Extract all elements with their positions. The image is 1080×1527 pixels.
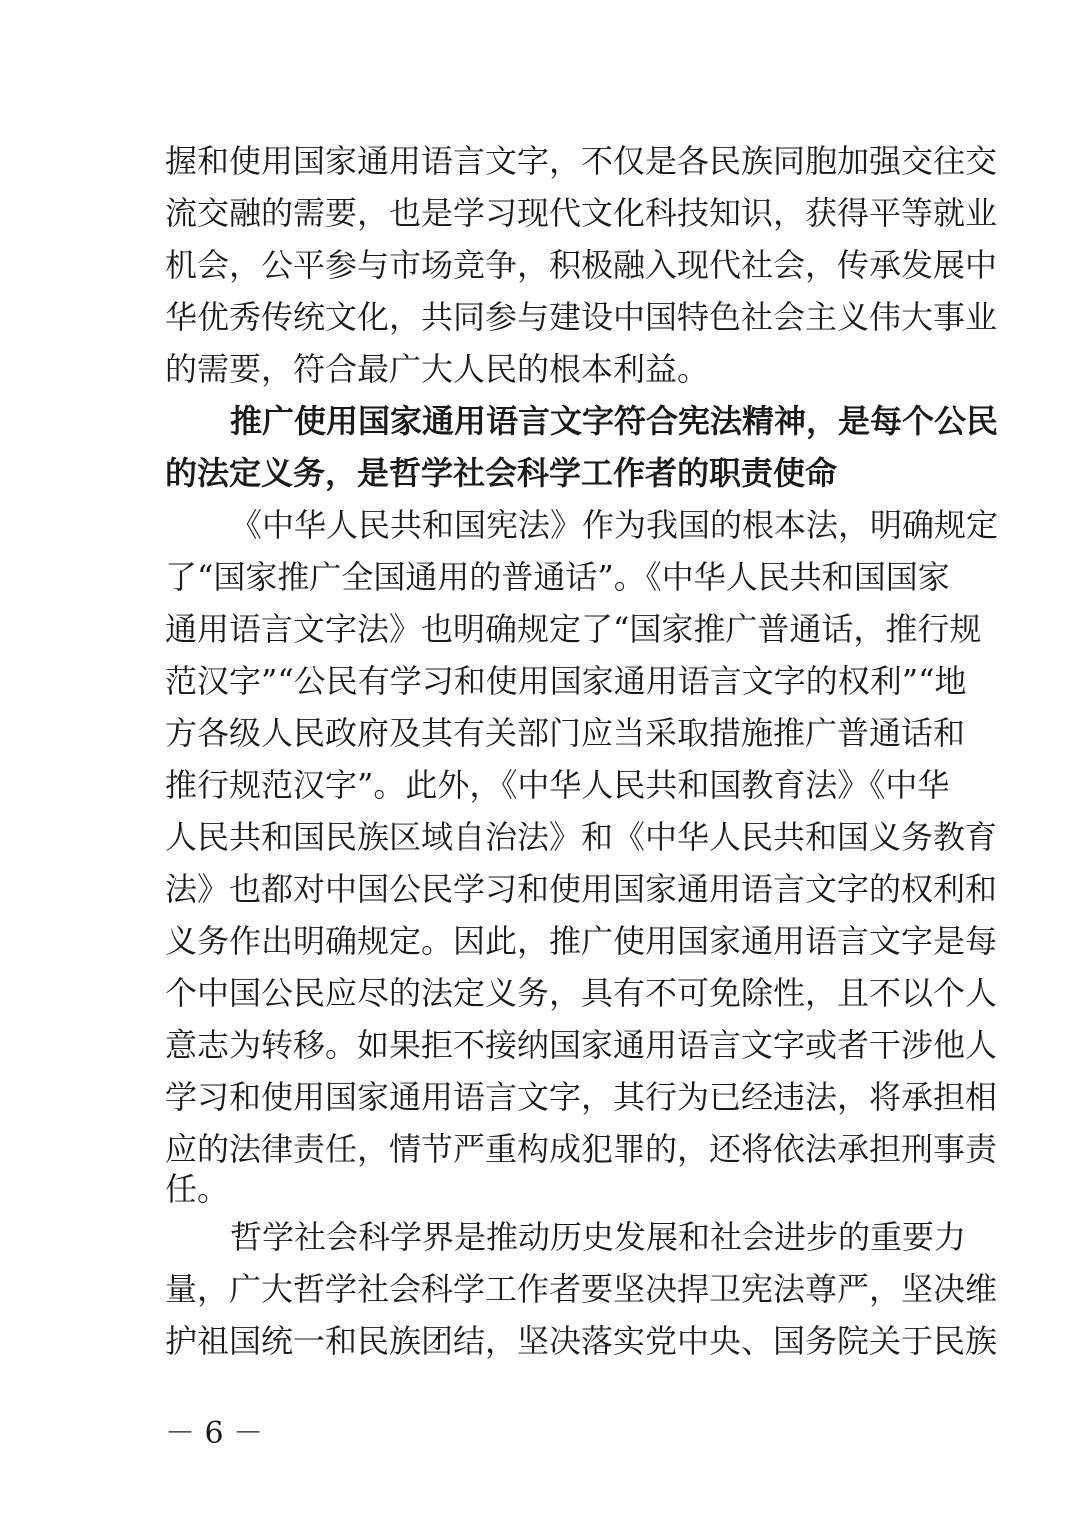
- text-line: 哲学社会科学界是推动历史发展和社会进步的重要力: [230, 1218, 967, 1256]
- text-line: 应的法律责任，情节严重构成犯罪的，还将依法承担刑事责: [165, 1130, 998, 1168]
- text-line: 人民共和国民族区域自治法》和《中华人民共和国义务教育: [165, 818, 998, 856]
- text-line: 义务作出明确规定。因此，推广使用国家通用语言文字是每: [165, 922, 998, 960]
- page-number: － 6 －: [165, 1416, 264, 1451]
- text-line: 机会，公平参与市场竞争，积极融入现代社会，传承发展中: [165, 246, 998, 284]
- text-line: 推行规范汉字”。此外，《中华人民共和国教育法》《中华: [165, 766, 950, 804]
- text-line: 方各级人民政府及其有关部门应当采取措施推广普通话和: [165, 714, 966, 752]
- text-line: 的需要，符合最广大人民的根本利益。: [165, 350, 710, 388]
- text-line: 意志为转移。如果拒不接纳国家通用语言文字或者干涉他人: [165, 1026, 998, 1064]
- text-line: 《中华人民共和国宪法》作为我国的根本法，明确规定: [230, 506, 999, 544]
- text-line: 学习和使用国家通用语言文字，其行为已经违法，将承担相: [165, 1078, 998, 1116]
- text-line: 华优秀传统文化，共同参与建设中国特色社会主义伟大事业: [165, 298, 998, 336]
- heading-line: 的法定义务，是哲学社会科学工作者的职责使命: [165, 454, 838, 492]
- text-line: 法》也都对中国公民学习和使用国家通用语言文字的权利和: [165, 870, 998, 908]
- text-line: 流交融的需要，也是学习现代文化科技知识，获得平等就业: [165, 194, 998, 232]
- text-line: 了“国家推广全国通用的普通话”。《中华人民共和国国家: [165, 558, 950, 596]
- text-line: 量，广大哲学社会科学工作者要坚决捍卫宪法尊严，坚决维: [165, 1270, 998, 1308]
- text-line: 范汉字”“公民有学习和使用国家通用语言文字的权利”“地: [165, 662, 967, 700]
- text-line: 握和使用国家通用语言文字，不仅是各民族同胞加强交往交: [165, 142, 998, 180]
- text-line: 任。: [165, 1170, 230, 1208]
- text-line: 通用语言文字法》也明确规定了“国家推广普通话，推行规: [165, 610, 982, 648]
- text-line: 个中国公民应尽的法定义务，具有不可免除性，且不以个人: [165, 974, 998, 1012]
- text-line: 护祖国统一和民族团结，坚决落实党中央、国务院关于民族: [165, 1322, 998, 1360]
- heading-line: 推广使用国家通用语言文字符合宪法精神，是每个公民: [230, 402, 999, 440]
